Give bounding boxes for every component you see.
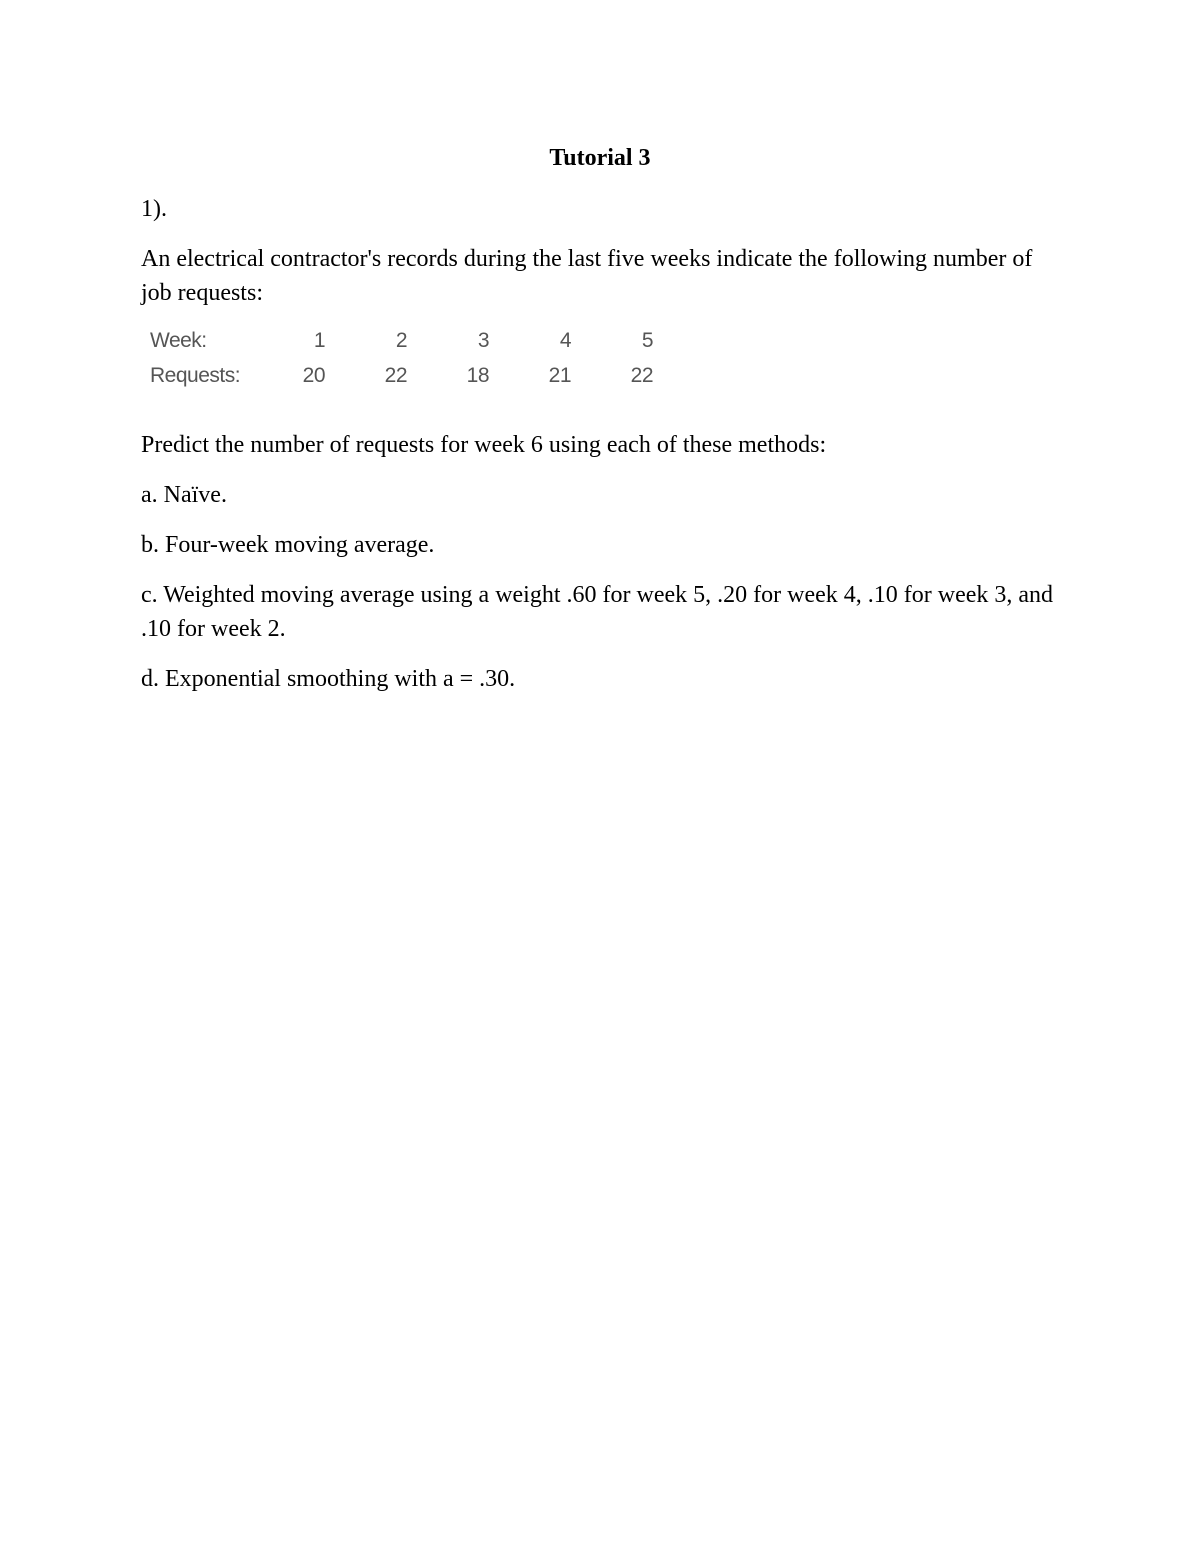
option-b: b. Four-week moving average. — [141, 532, 435, 558]
week-label: Week: — [150, 329, 207, 352]
requests-cell: 22 — [630, 364, 653, 387]
week-cell: 5 — [641, 329, 653, 352]
option-c: c. Weighted moving average using a weight .60 for week 5, .20 for week 4, .10 for week 3, and .10 for week 2. — [141, 582, 1054, 642]
week-cell: 3 — [477, 329, 489, 352]
requests-cell: 20 — [302, 364, 325, 387]
question-number: 1). — [141, 196, 167, 222]
requests-cell: 22 — [384, 364, 407, 387]
requests-label: Requests: — [150, 364, 241, 387]
requests-row — [150, 358, 653, 393]
job-requests-table — [150, 323, 653, 393]
question-intro: An electrical contractor's records during the last five weeks indicate the following number of job requests: — [141, 246, 1033, 306]
requests-cell: 18 — [466, 364, 489, 387]
week-cell: 2 — [395, 329, 407, 352]
week-cell: 4 — [559, 329, 571, 352]
document-title: Tutorial 3 — [549, 145, 651, 171]
requests-cell: 21 — [548, 364, 571, 387]
option-a: a. Naïve. — [141, 482, 227, 508]
option-d: d. Exponential smoothing with a = .30. — [141, 666, 516, 692]
week-row — [150, 323, 653, 358]
week-cell: 1 — [313, 329, 325, 352]
question-prompt: Predict the number of requests for week 6 using each of these methods: — [141, 432, 827, 458]
